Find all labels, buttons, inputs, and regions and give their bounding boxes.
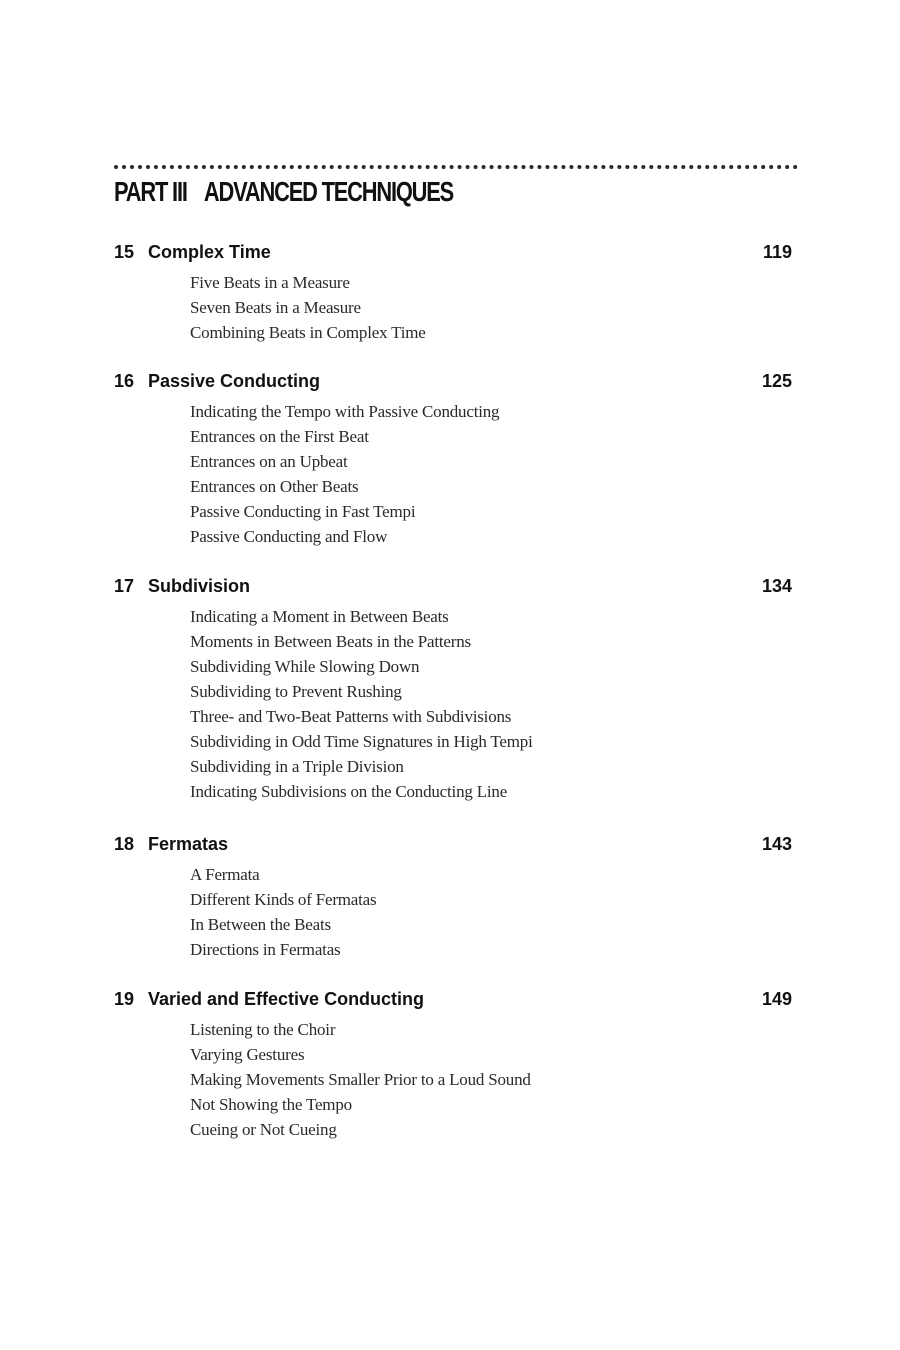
chapter-17 [114, 576, 794, 804]
section-list [114, 399, 794, 549]
section-item[interactable]: Combining Beats in Complex Time [190, 323, 426, 342]
chapter-heading[interactable] [114, 576, 794, 602]
chapter-18 [114, 834, 794, 962]
section-item[interactable]: Seven Beats in a Measure [190, 298, 361, 317]
section-list [114, 1017, 794, 1142]
part-heading [114, 176, 453, 208]
section-item[interactable]: Passive Conducting and Flow [190, 527, 388, 546]
chapter-page-number: 134 [761, 576, 792, 596]
section-item[interactable]: Varying Gestures [190, 1045, 305, 1064]
chapter-title: Complex Time [148, 242, 271, 262]
section-item[interactable]: A Fermata [190, 865, 260, 884]
section-item[interactable]: Directions in Fermatas [190, 940, 341, 959]
chapter-19 [114, 989, 794, 1142]
chapter-number: 17 [114, 576, 135, 596]
section-item[interactable]: Subdividing in Odd Time Signatures in High Tempi [190, 732, 533, 751]
chapter-heading[interactable] [114, 989, 794, 1015]
section-item[interactable]: Indicating Subdivisions on the Conducting Line [190, 782, 508, 801]
chapter-title: Subdivision [148, 576, 251, 596]
section-item[interactable]: Making Movements Smaller Prior to a Loud Sound [190, 1070, 531, 1089]
chapter-number: 15 [114, 242, 135, 262]
chapter-number: 18 [114, 834, 135, 854]
section-item[interactable]: Entrances on an Upbeat [190, 452, 348, 471]
section-item[interactable]: Subdividing While Slowing Down [190, 657, 420, 676]
section-list [114, 862, 794, 962]
chapter-title: Fermatas [148, 834, 229, 854]
chapter-heading[interactable] [114, 371, 794, 397]
chapter-page-number: 149 [761, 989, 792, 1009]
section-item[interactable]: Different Kinds of Fermatas [190, 890, 377, 909]
section-item[interactable]: Passive Conducting in Fast Tempi [190, 502, 416, 521]
dotted-divider [114, 165, 798, 169]
chapter-number: 16 [114, 371, 135, 391]
section-item[interactable]: Indicating a Moment in Between Beats [190, 607, 449, 626]
section-item[interactable]: Not Showing the Tempo [190, 1095, 352, 1114]
section-item[interactable]: Subdividing in a Triple Division [190, 757, 404, 776]
section-item[interactable]: Indicating the Tempo with Passive Conducting [190, 402, 500, 421]
chapter-page-number: 119 [762, 242, 792, 262]
chapter-heading[interactable] [114, 834, 794, 860]
section-item[interactable]: Five Beats in a Measure [190, 273, 350, 292]
chapter-title: Varied and Effective Conducting [148, 989, 425, 1009]
chapter-heading[interactable] [114, 242, 794, 268]
chapter-page-number: 125 [761, 371, 792, 391]
section-list [114, 270, 794, 345]
part-number: PART III [114, 176, 187, 207]
part-title: ADVANCED TECHNIQUES [203, 176, 454, 207]
chapter-page-number: 143 [761, 834, 792, 854]
section-item[interactable]: Three- and Two-Beat Patterns with Subdivisions [190, 707, 512, 726]
chapter-15 [114, 242, 794, 345]
section-item[interactable]: Entrances on Other Beats [190, 477, 359, 496]
section-list [114, 604, 794, 804]
section-item[interactable]: Entrances on the First Beat [190, 427, 369, 446]
chapter-number: 19 [114, 989, 135, 1009]
section-item[interactable]: Subdividing to Prevent Rushing [190, 682, 402, 701]
chapter-title: Passive Conducting [148, 371, 321, 391]
section-item[interactable]: Cueing or Not Cueing [190, 1120, 337, 1139]
section-item[interactable]: Listening to the Choir [190, 1020, 336, 1039]
section-item[interactable]: In Between the Beats [190, 915, 331, 934]
chapter-16 [114, 371, 794, 549]
section-item[interactable]: Moments in Between Beats in the Patterns [190, 632, 471, 651]
